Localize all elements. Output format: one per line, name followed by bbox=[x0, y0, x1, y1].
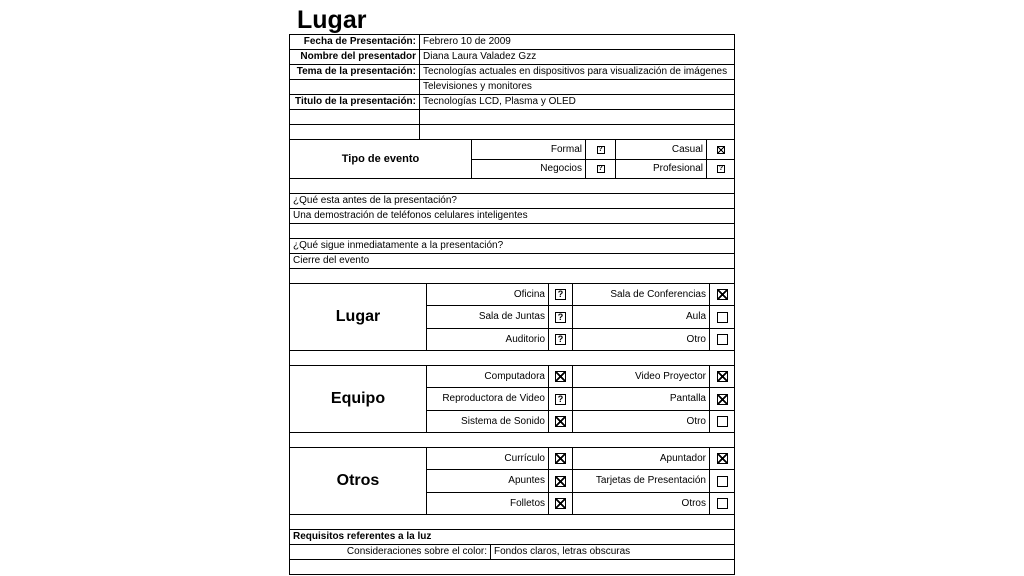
casual-checkbox[interactable] bbox=[707, 140, 735, 160]
tipo-evento-label: Tipo de evento bbox=[290, 140, 472, 179]
despues-answer[interactable]: Cierre del evento bbox=[290, 254, 735, 269]
otros-option-checkbox[interactable] bbox=[710, 493, 735, 515]
tema-value-1[interactable]: Tecnologías actuales en dispositivos para visualización de imágenes bbox=[420, 65, 735, 80]
formal-checkbox[interactable] bbox=[586, 140, 616, 160]
equipo-option-label: Video Proyector bbox=[573, 366, 710, 388]
spacer-row bbox=[290, 351, 735, 366]
otros-option-label: Apuntes bbox=[427, 470, 549, 493]
lugar-option-checkbox[interactable] bbox=[710, 306, 735, 329]
equipo-option-checkbox[interactable] bbox=[549, 366, 573, 388]
equipo-option-checkbox[interactable] bbox=[710, 411, 735, 433]
otros-section-label: Otros bbox=[290, 448, 427, 515]
lugar-option-label: Auditorio bbox=[427, 329, 549, 351]
checkbox-icon bbox=[555, 289, 566, 300]
otros-option-checkbox[interactable] bbox=[710, 470, 735, 493]
tema-label: Tema de la presentación: bbox=[290, 65, 420, 80]
fecha-label: Fecha de Presentación: bbox=[290, 35, 420, 50]
lugar-option-label: Otro bbox=[573, 329, 710, 351]
equipo-option-label: Sistema de Sonido bbox=[427, 411, 549, 433]
spacer-row bbox=[290, 224, 735, 239]
lugar-option-label: Sala de Conferencias bbox=[573, 284, 710, 306]
otros-option-checkbox[interactable] bbox=[549, 448, 573, 470]
lugar-option-checkbox[interactable] bbox=[549, 329, 573, 351]
checkbox-icon bbox=[555, 371, 566, 382]
negocios-checkbox[interactable] bbox=[586, 160, 616, 179]
checkbox-icon bbox=[717, 146, 725, 154]
presentador-label: Nombre del presentador bbox=[290, 50, 420, 65]
checkbox-icon bbox=[717, 165, 725, 173]
lugar-option-checkbox[interactable] bbox=[549, 284, 573, 306]
lugar-section-label: Lugar bbox=[290, 284, 427, 351]
titulo-value[interactable]: Tecnologías LCD, Plasma y OLED bbox=[420, 95, 735, 110]
otros-option-checkbox[interactable] bbox=[710, 448, 735, 470]
checkbox-icon bbox=[717, 394, 728, 405]
equipo-option-label: Otro bbox=[573, 411, 710, 433]
despues-question: ¿Qué sigue inmediatamente a la presentación? bbox=[290, 239, 735, 254]
equipo-option-checkbox[interactable] bbox=[549, 388, 573, 411]
spacer-row bbox=[290, 515, 735, 530]
checkbox-icon bbox=[555, 312, 566, 323]
checkbox-icon bbox=[555, 453, 566, 464]
checkbox-icon bbox=[555, 334, 566, 345]
color-label: Consideraciones sobre el color: bbox=[290, 545, 491, 560]
checkbox-icon bbox=[717, 334, 728, 345]
checkbox-icon bbox=[717, 453, 728, 464]
empty-cell bbox=[290, 125, 420, 140]
profesional-checkbox[interactable] bbox=[707, 160, 735, 179]
equipo-option-checkbox[interactable] bbox=[710, 366, 735, 388]
fecha-value[interactable]: Febrero 10 de 2009 bbox=[420, 35, 735, 50]
empty-cell[interactable] bbox=[420, 110, 735, 125]
titulo-label: Titulo de la presentación: bbox=[290, 95, 420, 110]
checkbox-icon bbox=[555, 416, 566, 427]
tipo-option-label: Formal bbox=[472, 140, 586, 160]
otros-option-label: Tarjetas de Presentación bbox=[573, 470, 710, 493]
checkbox-icon bbox=[555, 498, 566, 509]
page-title: Lugar bbox=[297, 6, 367, 34]
empty-cell bbox=[290, 80, 420, 95]
empty-cell[interactable] bbox=[420, 125, 735, 140]
spacer-row bbox=[290, 269, 735, 284]
empty-cell bbox=[290, 110, 420, 125]
color-value[interactable]: Fondos claros, letras obscuras bbox=[491, 545, 735, 560]
lugar-option-checkbox[interactable] bbox=[549, 306, 573, 329]
otros-option-label: Currículo bbox=[427, 448, 549, 470]
otros-option-checkbox[interactable] bbox=[549, 470, 573, 493]
lugar-option-label: Aula bbox=[573, 306, 710, 329]
equipo-option-checkbox[interactable] bbox=[710, 388, 735, 411]
checkbox-icon bbox=[717, 371, 728, 382]
antes-question: ¿Qué esta antes de la presentación? bbox=[290, 194, 735, 209]
equipo-section-label: Equipo bbox=[290, 366, 427, 433]
equipo-option-label: Reproductora de Video bbox=[427, 388, 549, 411]
checkbox-icon bbox=[597, 146, 605, 154]
antes-answer[interactable]: Una demostración de teléfonos celulares inteligentes bbox=[290, 209, 735, 224]
tipo-option-label: Casual bbox=[616, 140, 707, 160]
luz-header: Requisitos referentes a la luz bbox=[290, 530, 735, 545]
presentador-value[interactable]: Diana Laura Valadez Gzz bbox=[420, 50, 735, 65]
checkbox-icon bbox=[717, 476, 728, 487]
checkbox-icon bbox=[555, 394, 566, 405]
tipo-option-label: Negocios bbox=[472, 160, 586, 179]
tipo-option-label: Profesional bbox=[616, 160, 707, 179]
spacer-row bbox=[290, 179, 735, 194]
tema-value-2[interactable]: Televisiones y monitores bbox=[420, 80, 735, 95]
checkbox-icon bbox=[717, 289, 728, 300]
equipo-option-label: Computadora bbox=[427, 366, 549, 388]
checkbox-icon bbox=[555, 476, 566, 487]
lugar-option-checkbox[interactable] bbox=[710, 329, 735, 351]
lugar-option-checkbox[interactable] bbox=[710, 284, 735, 306]
otros-option-label: Folletos bbox=[427, 493, 549, 515]
equipo-option-label: Pantalla bbox=[573, 388, 710, 411]
lugar-option-label: Oficina bbox=[427, 284, 549, 306]
spacer-row bbox=[290, 433, 735, 448]
otros-option-label: Otros bbox=[573, 493, 710, 515]
otros-option-checkbox[interactable] bbox=[549, 493, 573, 515]
checkbox-icon bbox=[597, 165, 605, 173]
checkbox-icon bbox=[717, 498, 728, 509]
checkbox-icon bbox=[717, 312, 728, 323]
presentation-form bbox=[289, 34, 735, 575]
checkbox-icon bbox=[717, 416, 728, 427]
lugar-option-label: Sala de Juntas bbox=[427, 306, 549, 329]
equipo-option-checkbox[interactable] bbox=[549, 411, 573, 433]
otros-option-label: Apuntador bbox=[573, 448, 710, 470]
